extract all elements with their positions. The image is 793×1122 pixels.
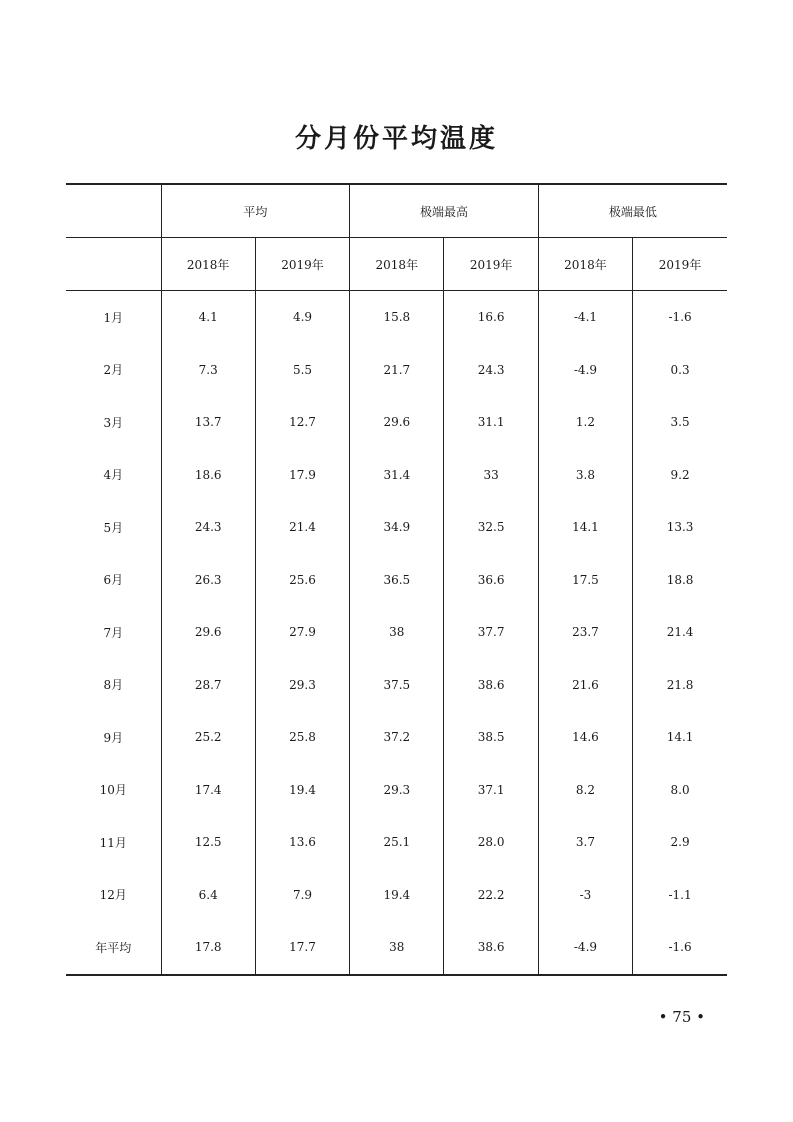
value-cell: 0.3 — [633, 344, 727, 397]
value-cell: 17.8 — [161, 921, 255, 975]
row-label: 5月 — [66, 501, 161, 554]
value-cell: 25.8 — [255, 711, 349, 764]
value-cell: 28.0 — [444, 816, 538, 869]
value-cell: 36.5 — [350, 554, 444, 607]
table-row — [66, 449, 727, 502]
value-cell: 3.8 — [538, 449, 632, 502]
table-row — [66, 396, 727, 449]
row-label: 年平均 — [66, 921, 161, 975]
value-cell: 34.9 — [350, 501, 444, 554]
value-cell: 6.4 — [161, 869, 255, 922]
value-cell: 7.3 — [161, 344, 255, 397]
value-cell: 16.6 — [444, 291, 538, 344]
year-header: 2018年 — [538, 238, 632, 291]
value-cell: 25.2 — [161, 711, 255, 764]
value-cell: 15.8 — [350, 291, 444, 344]
value-cell: 21.8 — [633, 659, 727, 712]
value-cell: 7.9 — [255, 869, 349, 922]
table-row — [66, 816, 727, 869]
value-cell: -4.9 — [538, 921, 632, 975]
value-cell: 29.3 — [255, 659, 349, 712]
row-label: 8月 — [66, 659, 161, 712]
year-header: 2019年 — [633, 238, 727, 291]
value-cell: 18.8 — [633, 554, 727, 607]
value-cell: 14.6 — [538, 711, 632, 764]
table-row — [66, 344, 727, 397]
value-cell: 26.3 — [161, 554, 255, 607]
value-cell: 12.5 — [161, 816, 255, 869]
value-cell: 13.6 — [255, 816, 349, 869]
corner-cell — [66, 238, 161, 291]
value-cell: 17.7 — [255, 921, 349, 975]
value-cell: 31.1 — [444, 396, 538, 449]
row-label: 2月 — [66, 344, 161, 397]
value-cell: 27.9 — [255, 606, 349, 659]
row-label: 9月 — [66, 711, 161, 764]
value-cell: 37.1 — [444, 764, 538, 817]
value-cell: 24.3 — [444, 344, 538, 397]
value-cell: 36.6 — [444, 554, 538, 607]
value-cell: 19.4 — [255, 764, 349, 817]
value-cell: 32.5 — [444, 501, 538, 554]
value-cell: 18.6 — [161, 449, 255, 502]
group-header-extreme-low: 极端最低 — [538, 184, 727, 238]
value-cell: 37.2 — [350, 711, 444, 764]
value-cell: 3.5 — [633, 396, 727, 449]
value-cell: 8.0 — [633, 764, 727, 817]
row-label: 1月 — [66, 291, 161, 344]
table-row — [66, 554, 727, 607]
value-cell: -4.1 — [538, 291, 632, 344]
value-cell: 37.5 — [350, 659, 444, 712]
value-cell: 38.6 — [444, 659, 538, 712]
value-cell: 8.2 — [538, 764, 632, 817]
value-cell: -1.6 — [633, 921, 727, 975]
year-header: 2019年 — [255, 238, 349, 291]
value-cell: -1.1 — [633, 869, 727, 922]
year-header: 2019年 — [444, 238, 538, 291]
table-row — [66, 659, 727, 712]
group-header-extreme-high: 极端最高 — [350, 184, 539, 238]
value-cell: -1.6 — [633, 291, 727, 344]
value-cell: 38.6 — [444, 921, 538, 975]
page-number: • 75 • — [658, 1008, 705, 1026]
year-header-row — [66, 238, 727, 291]
value-cell: -4.9 — [538, 344, 632, 397]
table-body — [66, 291, 727, 975]
value-cell: 17.4 — [161, 764, 255, 817]
value-cell: 5.5 — [255, 344, 349, 397]
table-row — [66, 291, 727, 344]
value-cell: 29.6 — [161, 606, 255, 659]
row-label: 6月 — [66, 554, 161, 607]
value-cell: 38.5 — [444, 711, 538, 764]
row-label: 3月 — [66, 396, 161, 449]
row-label: 10月 — [66, 764, 161, 817]
value-cell: -3 — [538, 869, 632, 922]
value-cell: 1.2 — [538, 396, 632, 449]
value-cell: 9.2 — [633, 449, 727, 502]
group-header-average: 平均 — [161, 184, 350, 238]
value-cell: 33 — [444, 449, 538, 502]
value-cell: 3.7 — [538, 816, 632, 869]
value-cell: 21.7 — [350, 344, 444, 397]
value-cell: 21.4 — [255, 501, 349, 554]
table-row — [66, 711, 727, 764]
value-cell: 25.6 — [255, 554, 349, 607]
table-row — [66, 869, 727, 922]
value-cell: 29.6 — [350, 396, 444, 449]
group-header-row — [66, 184, 727, 238]
value-cell: 4.1 — [161, 291, 255, 344]
value-cell: 13.3 — [633, 501, 727, 554]
value-cell: 17.9 — [255, 449, 349, 502]
table-row — [66, 764, 727, 817]
value-cell: 14.1 — [633, 711, 727, 764]
value-cell: 4.9 — [255, 291, 349, 344]
value-cell: 25.1 — [350, 816, 444, 869]
value-cell: 21.4 — [633, 606, 727, 659]
value-cell: 37.7 — [444, 606, 538, 659]
value-cell: 38 — [350, 921, 444, 975]
year-header: 2018年 — [161, 238, 255, 291]
monthly-temperature-table — [66, 183, 727, 976]
year-header: 2018年 — [350, 238, 444, 291]
row-label: 11月 — [66, 816, 161, 869]
page-title: 分月份平均温度 — [294, 124, 498, 154]
value-cell: 19.4 — [350, 869, 444, 922]
value-cell: 21.6 — [538, 659, 632, 712]
table-row — [66, 606, 727, 659]
value-cell: 22.2 — [444, 869, 538, 922]
value-cell: 29.3 — [350, 764, 444, 817]
value-cell: 12.7 — [255, 396, 349, 449]
table-row — [66, 501, 727, 554]
value-cell: 28.7 — [161, 659, 255, 712]
table-row — [66, 921, 727, 975]
value-cell: 17.5 — [538, 554, 632, 607]
value-cell: 14.1 — [538, 501, 632, 554]
row-label: 4月 — [66, 449, 161, 502]
value-cell: 24.3 — [161, 501, 255, 554]
corner-cell — [66, 184, 161, 238]
row-label: 12月 — [66, 869, 161, 922]
value-cell: 38 — [350, 606, 444, 659]
value-cell: 13.7 — [161, 396, 255, 449]
value-cell: 2.9 — [633, 816, 727, 869]
value-cell: 23.7 — [538, 606, 632, 659]
value-cell: 31.4 — [350, 449, 444, 502]
row-label: 7月 — [66, 606, 161, 659]
